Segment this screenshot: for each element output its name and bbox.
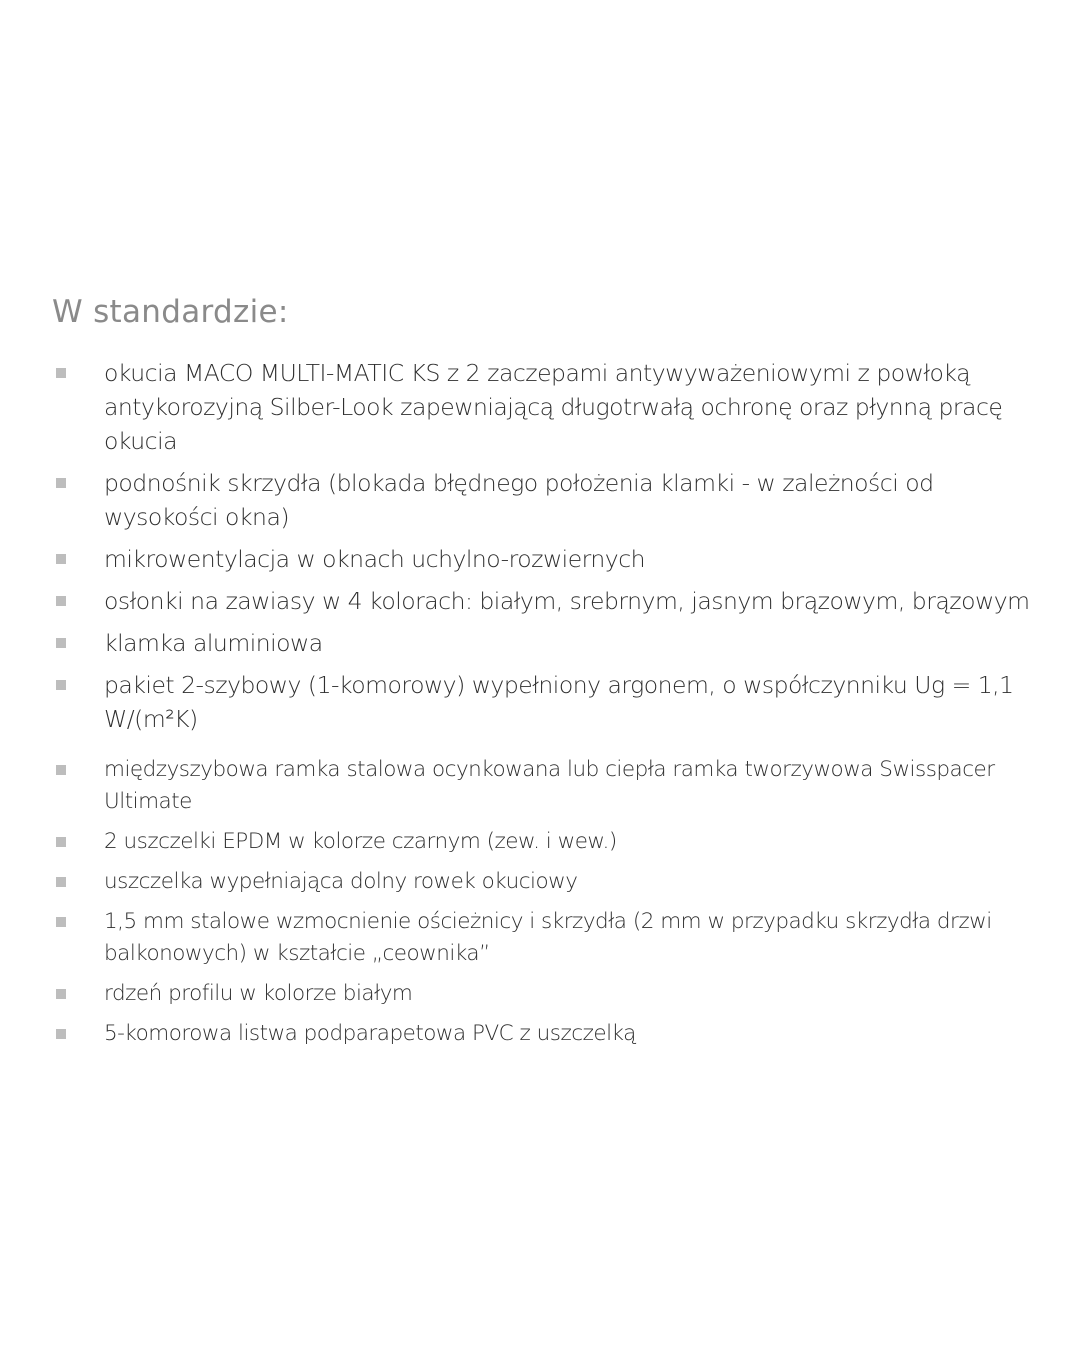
list-item-text: 5-komorowa listwa podparapetowa PVC z uszczelką [104, 1021, 636, 1046]
list-item [52, 466, 1042, 534]
section-heading: W standardzie: [52, 294, 289, 330]
list-item [52, 626, 1042, 660]
square-bullet-icon [56, 765, 66, 775]
list-item [52, 906, 1042, 970]
list-item-text: osłonki na zawiasy w 4 kolorach: białym, srebrnym, jasnym brązowym, brązowym [104, 587, 1030, 615]
square-bullet-icon [56, 917, 66, 927]
list-item [52, 866, 1042, 898]
list-item [52, 356, 1042, 458]
feature-list [52, 356, 1042, 1058]
list-item-text: klamka aluminiowa [104, 629, 323, 657]
list-item-text: 1,5 mm stalowe wzmocnienie ościeżnicy i skrzydła (2 mm w przypadku skrzydła drzwi balkonowych) w kształcie „ceownika” [104, 909, 992, 966]
square-bullet-icon [56, 478, 66, 488]
list-item-text: 2 uszczelki EPDM w kolorze czarnym (zew. i wew.) [104, 829, 617, 854]
list-item [52, 542, 1042, 576]
square-bullet-icon [56, 989, 66, 999]
list-item [52, 1018, 1042, 1050]
list-item [52, 978, 1042, 1010]
list-item-text: międzyszybowa ramka stalowa ocynkowana lub ciepła ramka tworzywowa Swisspacer Ultimate [104, 757, 995, 814]
square-bullet-icon [56, 596, 66, 606]
list-item-text: okucia MACO MULTI-MATIC KS z 2 zaczepami antywyważeniowymi z powłoką antykorozyjną Silber-Look zapewniającą długotrwałą ochronę oraz płynną pracę okucia [104, 359, 1003, 455]
list-item [52, 584, 1042, 618]
list-item-text: mikrowentylacja w oknach uchylno-rozwiernych [104, 545, 646, 573]
square-bullet-icon [56, 837, 66, 847]
list-item-text: rdzeń profilu w kolorze białym [104, 981, 413, 1006]
square-bullet-icon [56, 877, 66, 887]
list-item-text: pakiet 2-szybowy (1-komorowy) wypełniony argonem, o współczynniku Ug = 1,1 W/(m²K) [104, 671, 1014, 733]
list-item [52, 668, 1042, 736]
list-item [52, 826, 1042, 858]
list-item [52, 754, 1042, 818]
square-bullet-icon [56, 638, 66, 648]
square-bullet-icon [56, 1029, 66, 1039]
list-item-text: uszczelka wypełniająca dolny rowek okuciowy [104, 869, 578, 894]
square-bullet-icon [56, 554, 66, 564]
square-bullet-icon [56, 680, 66, 690]
list-item-text: podnośnik skrzydła (blokada błędnego położenia klamki - w zależności od wysokości okna) [104, 469, 934, 531]
square-bullet-icon [56, 368, 66, 378]
